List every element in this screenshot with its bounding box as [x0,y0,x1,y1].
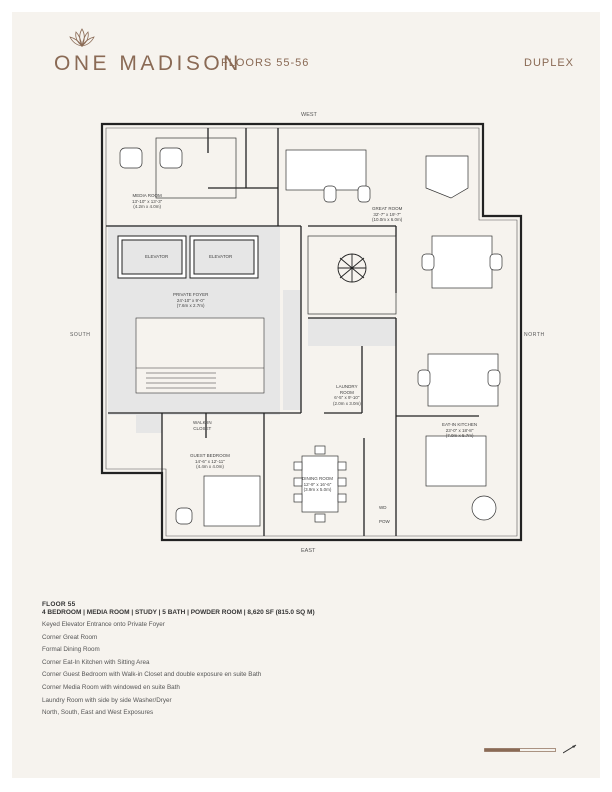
room-label: LAUNDRY [336,384,358,389]
room-label: WALK-IN [193,420,212,425]
feature-item: Keyed Elevator Entrance onto Private Foyer [42,621,165,628]
feature-list [42,619,315,720]
unit-type: DUPLEX [524,57,575,69]
feature-item: Corner Media Room with windowed en suite Bath [42,683,180,691]
room-walk-in-closet [193,420,212,431]
room-dims: 13'-10" x 13'-3" [132,198,163,204]
room-laundry [333,384,361,406]
room-label: GUEST BEDROOM [190,453,230,458]
room-label: EAT-IN KITCHEN [442,422,478,427]
room-media-room [132,193,162,210]
room-dims: 32'-7" x 19'-7" [373,211,402,217]
feature-item: Corner Guest Bedroom with Walk-in Closet and double exposure en suite Bath [42,671,262,679]
room-dining [302,476,333,493]
room-dims: 23'-0" x 18'-8" [445,427,474,433]
room-dims-metric: (3.9m x 5.0m) [303,487,332,492]
compass-east: EAST [301,548,316,554]
room-label-2: ROOM [339,389,354,395]
room-label: PRIVATE FOYER [173,292,209,297]
scale-bar-icon [484,748,556,752]
feature-item: Formal Dining Room [42,646,100,654]
room-eat-in-kitchen [442,422,477,439]
room-guest-bedroom [190,453,230,470]
floors-title: FLOORS 55-56 [221,57,310,69]
room-dims-metric: (4.2m x 4.0m) [133,204,161,209]
feature-item: Corner Eat-In Kitchen with Sitting Area [42,658,150,666]
unit-info [42,601,315,720]
room-dims-metric: (10.0m x 6.0m) [372,217,403,222]
room-dims: 6'-5" x 9'-10" [334,395,360,400]
compass-west: WEST [301,112,317,118]
elevator-2: ELEVATOR [209,254,233,259]
unit-summary: 4 BEDROOM | MEDIA ROOM | STUDY | 5 BATH | POWDER ROOM | 8,620 SF (815.0 SQ M) [42,609,315,616]
room-pow: POW [379,519,390,524]
room-wd: WD [379,505,387,510]
feature-item: Corner Great Room [42,633,98,641]
room-dims: 14'-6" x 12'-11" [195,458,225,464]
room-dims-metric: (2.0m x 3.0m) [333,400,361,406]
north-arrow-icon [563,744,577,754]
floor-heading: FLOOR 55 [42,601,76,608]
room-label: DINING ROOM [302,476,333,481]
lotus-logo-icon [69,28,95,48]
room-label: GREAT ROOM [372,206,403,211]
room-great-room [372,206,402,223]
room-label: MEDIA ROOM [132,193,162,198]
room-dims-metric: (7.0m x 5.7m) [445,433,474,438]
room-dims-metric: (4.4m x 4.0m) [196,464,224,469]
room-private-foyer [173,292,208,309]
elevator-1: ELEVATOR [145,254,169,259]
room-dims: 12'-9" x 16'-6" [303,481,332,487]
room-dims-metric: (7.6m x 2.7m) [176,303,205,308]
feature-item: North, South, East and West Exposures [42,709,154,717]
room-label-2: CLOSET [193,425,212,431]
brand-name: ONE MADISON [54,52,242,75]
compass-south: SOUTH [70,332,91,338]
feature-item: Laundry Room with side by side Washer/Dryer [42,696,172,704]
room-dims: 24'-10" x 9'-0" [176,297,205,303]
compass-north: NORTH [524,332,545,338]
